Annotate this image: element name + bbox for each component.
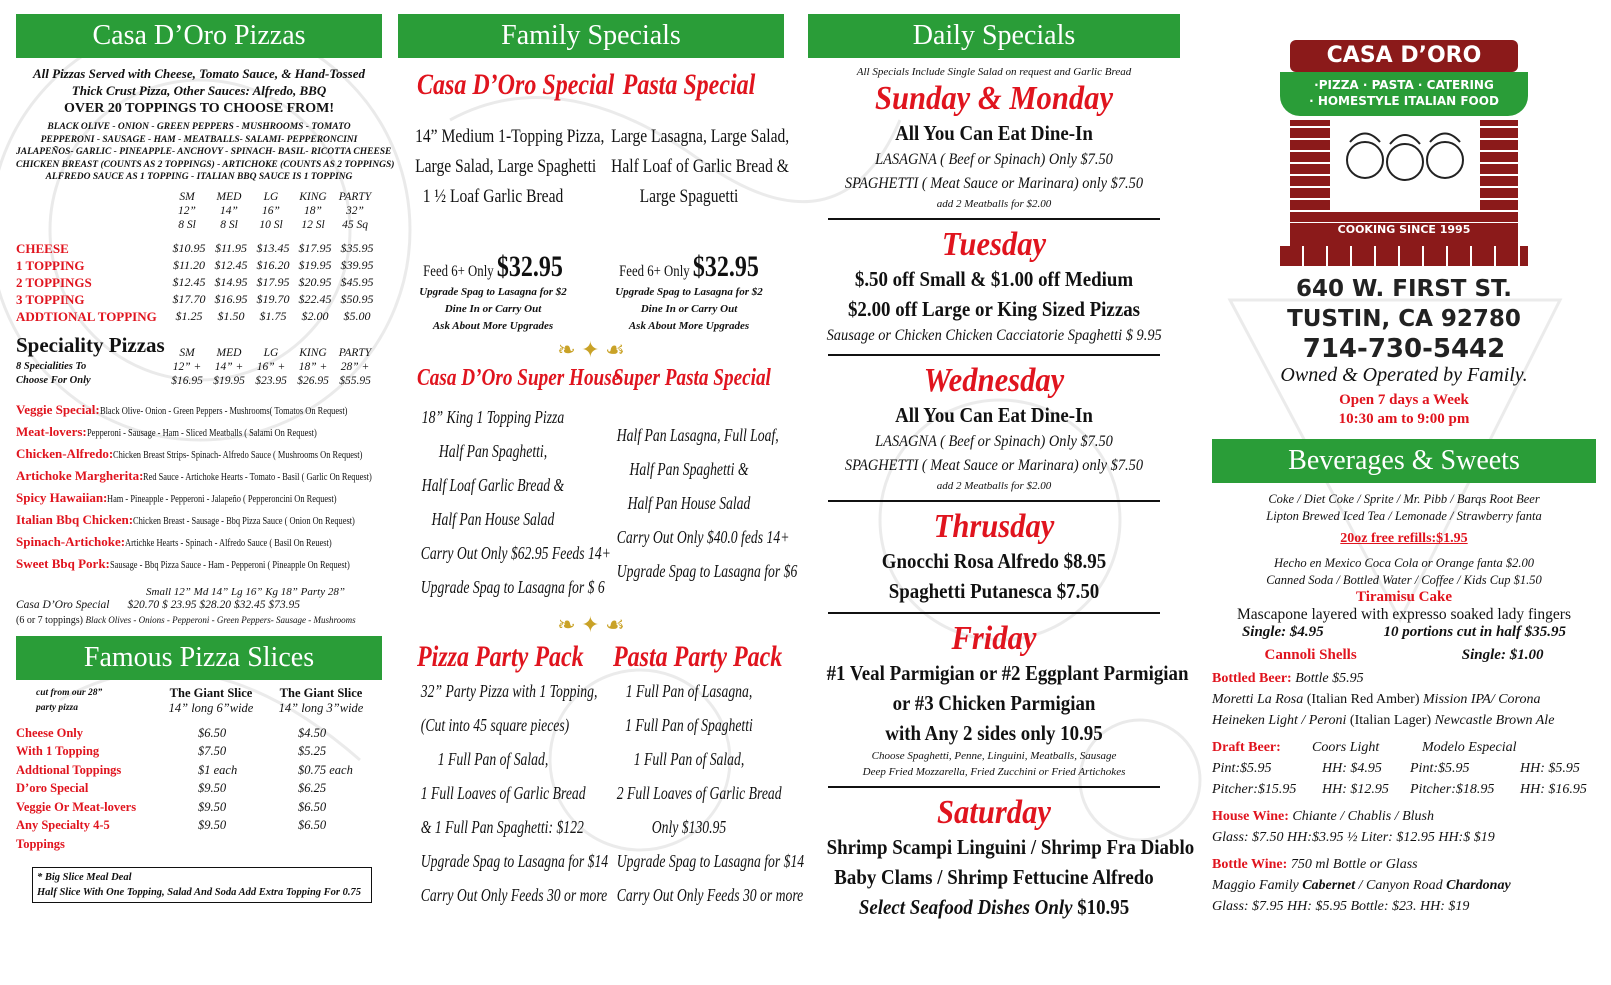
daily-line: with Any 2 sides only 10.95	[885, 721, 1103, 745]
wine-type: Chardonay	[1446, 878, 1511, 893]
size-inch: 16”	[262, 204, 280, 217]
beverage-line: Coke / Diet Coke / Sprite / Mr. Pibb / Barqs Root Beer	[1268, 492, 1540, 506]
slice-label: D’oro Special	[16, 781, 89, 795]
special-line: Upgrade Spag to Lasagna for $14	[420, 851, 609, 871]
cds-desc: Black Olives - Onions - Pepperoni - Green Peppers- Sausage - Mushrooms	[85, 614, 356, 625]
phone-number: 714-730-5442	[1302, 334, 1506, 364]
specialty-name: Artichoke Margherita:	[16, 467, 144, 483]
daily-line: Spaghetti Putanesca $7.50	[888, 579, 1100, 603]
spec-size-name: KING	[299, 346, 327, 359]
slice-price: $4.50	[298, 725, 327, 740]
pizza-sizes	[16, 190, 382, 232]
slice-price: $0.75 each	[298, 762, 353, 777]
specialty-desc: Artichke Hearts - Spinach - Alfredo Sauce ( Basil On Reuest)	[125, 537, 332, 549]
special-line: 1 ½ Loaf Garlic Bread	[422, 186, 564, 207]
daily-line: SPAGHETTI ( Meat Sauce or Marinara) only $7.50	[844, 175, 1144, 192]
price-cell: $12.45	[172, 274, 206, 289]
spec-size-name: LG	[263, 346, 279, 359]
size-slices: 45 Sq	[342, 218, 368, 231]
special-line: 1 Full Pan of Spaghetti	[625, 715, 753, 735]
divider	[828, 612, 1160, 614]
spec-price: $55.95	[339, 374, 371, 387]
size-inch: 12”	[178, 204, 196, 217]
beverage-line: Hecho en Mexico Coca Cola or Orange fanta $2.00	[1273, 556, 1535, 570]
price-cell: $17.95	[256, 274, 290, 289]
specialty-item	[16, 488, 382, 510]
specialty-name: Spinach-Artichoke:	[16, 533, 126, 549]
speciality-title: Speciality Pizzas	[16, 332, 165, 357]
divider	[828, 218, 1160, 220]
cannoli-price: Single: $1.00	[1461, 647, 1544, 663]
special-line: Half Pan Spaghetti &	[629, 459, 749, 479]
daily-line: Gnocchi Rosa Alfredo $8.95	[881, 549, 1107, 573]
price-cell: $1.75	[259, 308, 287, 323]
speciality-sizes	[16, 346, 382, 388]
price-cell: $35.95	[340, 240, 374, 255]
upgrade-line: Dine In or Carry Out	[444, 303, 542, 315]
spec-size-inch: 16” +	[256, 360, 286, 373]
bottle-wine-label: Bottle Wine:	[1212, 857, 1288, 872]
spec-price: $23.95	[255, 374, 287, 387]
special-line: Large Salad, Large Spaghetti	[415, 156, 597, 177]
specialty-item	[16, 532, 382, 554]
special-title: Pizza Party Pack	[417, 640, 584, 673]
price-cell: $16.20	[256, 257, 290, 272]
pizzas-column	[16, 14, 395, 979]
deal-title: * Big Slice Meal Deal	[37, 872, 132, 883]
slice-price: $9.50	[198, 781, 227, 795]
slice-table	[16, 724, 382, 854]
special-line: Half Pan Spaghetti,	[438, 441, 548, 461]
spec-size-name: SM	[179, 346, 195, 359]
daily-line: SPAGHETTI ( Meat Sauce or Marinara) only $7.50	[844, 457, 1144, 474]
draft-name: Coors Light	[1312, 740, 1380, 755]
casa-doro-special	[398, 68, 615, 335]
size-slices: 8 Sl	[220, 218, 238, 231]
upgrade-line: Upgrade Spag to Lasagna for $2	[615, 286, 763, 298]
slice-price: $6.50	[198, 725, 227, 740]
specialty-name: Meat-lovers:	[16, 423, 87, 439]
specialty-name: Spicy Hawaiian:	[16, 489, 108, 505]
cds-sizes: Small 12” Md 14” Lg 16” Kg 18” Party 28”	[146, 585, 345, 598]
price-cell: $45.95	[340, 274, 374, 289]
daily-note: All Specials Include Single Salad on request and Garlic Bread	[856, 66, 1132, 78]
spec-size-name: PARTY	[338, 346, 372, 359]
draft-name: Modelo Especial	[1422, 740, 1517, 755]
upgrade-line: Upgrade Spag to Lasagna for $2	[419, 286, 567, 298]
feed-label: Feed 6+ Only	[619, 263, 690, 280]
pizzas-intro-2: Thick Crust Pizza, Other Sauces: Alfredo, BBQ	[71, 83, 327, 98]
draft-price: Pint:$5.95	[1212, 761, 1272, 776]
size-slices: 8 Sl	[178, 218, 196, 231]
special-line: Half Loaf of Garlic Bread &	[611, 156, 789, 177]
special-price: $32.95	[692, 250, 759, 283]
beer-name: Mission IPA/ Corona	[1423, 692, 1541, 707]
slice-label: Veggie Or Meat-lovers	[16, 799, 137, 814]
specialty-desc: Sausage - Bbq Pizza Sauce - Ham - Pepperoni ( Pineapple On Request)	[109, 559, 350, 571]
price-cell: $16.95	[214, 291, 248, 306]
daily-line: LASAGNA ( Beef or Spinach) Only $7.50	[875, 151, 1113, 168]
toppings-line: PEPPERONI - SAUSAGE - HAM - MEATBALLS- SALAMI- PEPPERONCINI	[40, 134, 358, 145]
daily-line: $.50 off Small & $1.00 off Medium	[854, 267, 1134, 291]
special-line: Only $130.95	[651, 817, 727, 837]
special-price: $32.95	[496, 250, 563, 283]
daily-line: Select Seafood Dishes Only	[858, 895, 1073, 919]
super-house-special	[398, 365, 621, 604]
beer-type: (Italian Red Amber)	[1306, 692, 1420, 707]
specialty-list	[16, 400, 382, 576]
deal-desc: Half Slice With One Topping, Salad And Soda Add Extra Topping For 0.75	[37, 887, 362, 898]
price-cell: $2.00	[301, 308, 329, 323]
spec-size-inch: 14” +	[214, 360, 244, 373]
specialty-item	[16, 444, 382, 466]
slice-price: $5.25	[298, 744, 327, 758]
daily-line: Shrimp Scampi Linguini / Shrimp Fra Diablo	[826, 835, 1195, 859]
special-line: Carry Out Only $62.95 Feeds 14+	[420, 543, 611, 563]
draft-price: Pitcher:$18.95	[1410, 782, 1495, 797]
price-cell: $11.95	[214, 240, 248, 255]
bottled-beer-label: Bottled Beer:	[1212, 671, 1292, 686]
tiramisu-portions: 10 portions cut in half $35.95	[1383, 624, 1567, 640]
daily-line: Choose Spaghetti, Penne, Linguini, Meatballs, Sausage	[871, 750, 1117, 762]
cds-label: Casa D’Oro Special	[16, 598, 110, 611]
slice-price: $1 each	[198, 762, 238, 777]
specialty-name: Chicken-Alfredo:	[16, 445, 114, 461]
pizzas-header: Casa D’Oro Pizzas	[16, 14, 382, 58]
price-cell: $20.95	[298, 274, 332, 289]
beer-type: (Italian Lager)	[1349, 713, 1432, 728]
special-line: 1 Full Pan of Salad,	[437, 749, 549, 769]
house-wine-prices: Glass: $7.50 HH:$3.95 ½ Liter: $12.95 HH:$ $19	[1212, 830, 1495, 845]
house-wine-label: House Wine:	[1212, 809, 1289, 824]
logo-since: COOKING SINCE 1995	[1290, 223, 1518, 236]
specialty-desc: Red Sauce - Artichoke Hearts - Tomato - Basil ( Garlic On Request)	[143, 471, 373, 483]
special-line: Half Loaf Garlic Bread &	[421, 475, 565, 495]
slice-price: $6.50	[298, 799, 327, 814]
daily-line: Sausage or Chicken Chicken Cacciatorie Spaghetti $ 9.95	[826, 327, 1162, 344]
size-name: SM	[179, 190, 195, 203]
special-line: Half Pan House Salad	[431, 509, 555, 529]
toppings-heading: OVER 20 TOPPINGS TO CHOOSE FROM!	[63, 101, 335, 116]
specialty-desc: Chicken Breast Strips- Spinach- Alfredo Sauce ( Mushrooms On Request)	[113, 449, 363, 461]
special-line: Carry Out Only Feeds 30 or more	[420, 885, 608, 905]
daily-line: #1 Veal Parmigian or #2 Eggplant Parmigian	[826, 661, 1189, 685]
price-cell: $22.45	[298, 291, 332, 306]
specialty-desc: Chicken Breast - Sausage - Bbq Pizza Sauce ( Onion On Request)	[133, 515, 355, 527]
daily-line: add 2 Meatballs for $2.00	[936, 198, 1052, 210]
beer-name: Heineken Light / Peroni	[1212, 713, 1347, 728]
bottle-wine-desc: 750 ml Bottle or Glass	[1290, 857, 1418, 872]
size-slices: 10 Sl	[259, 218, 283, 231]
pasta-special	[594, 68, 790, 335]
special-line: 18” King 1 Topping Pizza	[421, 407, 565, 427]
spec-price: $16.95	[171, 374, 203, 387]
price-cell: $1.50	[217, 308, 245, 323]
special-line: Upgrade Spag to Lasagna for $6	[616, 561, 798, 581]
specialty-item	[16, 510, 382, 532]
wine-brand: Maggio Family	[1212, 878, 1299, 893]
daily-header: Daily Specials	[808, 14, 1180, 58]
draft-price: HH: $16.95	[1520, 782, 1587, 797]
daily-line: LASAGNA ( Beef or Spinach) Only $7.50	[875, 433, 1113, 450]
slice-label: Any Specialty 4-5 Toppings	[16, 818, 110, 851]
spec-price: $26.95	[297, 374, 329, 387]
price-cell: $1.25	[175, 308, 203, 323]
owned-text: Owned & Operated by Family.	[1280, 364, 1528, 386]
daily-line: Baby Clams / Shrimp Fettucine Alfredo	[834, 865, 1154, 889]
price-cell: $12.45	[214, 257, 248, 272]
price-cell: $14.95	[214, 274, 248, 289]
price-row-label: 2 TOPPINGS	[16, 274, 92, 290]
slice-price: $6.50	[298, 818, 327, 832]
pasta-party-pack	[594, 640, 805, 912]
daily-line: add 2 Meatballs for $2.00	[936, 480, 1052, 492]
refill-price: 20oz free refills:$1.95	[1340, 531, 1468, 546]
size-name: LG	[263, 190, 279, 203]
slice-label: Cheese Only	[16, 725, 84, 740]
beer-name: Newcastle Brown Ale	[1434, 713, 1555, 728]
divider	[828, 354, 1160, 356]
specialty-name: Veggie Special:	[16, 401, 100, 417]
special-line: Large Lasagna, Large Salad,	[611, 126, 790, 147]
logo-name: CASA D’ORO	[1290, 40, 1518, 72]
upgrade-line: Dine In or Carry Out	[640, 303, 738, 315]
specialty-name: Italian Bbq Chicken:	[16, 511, 134, 527]
spec-price: $19.95	[213, 374, 245, 387]
price-cell: $11.20	[172, 257, 206, 272]
price-row-label: 1 TOPPING	[16, 257, 85, 273]
slice-price: $9.50	[198, 799, 227, 814]
draft-beer-label: Draft Beer:	[1212, 740, 1281, 755]
price-row-label: ADDTIONAL TOPPING	[16, 308, 157, 324]
tiramisu-desc: Mascapone layered with expresso soaked lady fingers	[1237, 606, 1571, 623]
toppings-list	[16, 121, 395, 184]
day-tuesday: Tuesday	[941, 226, 1047, 263]
price-cell: $10.95	[172, 240, 206, 255]
special-line: Half Pan Lasagna, Full Loaf,	[616, 425, 779, 445]
specialty-desc: Ham - Pineapple - Pepperoni - Jalapeño ( Pepperoncini On Request)	[107, 493, 337, 505]
spec-size-inch: 12” +	[172, 360, 202, 373]
daily-line: All You Can Eat Dine-In	[895, 121, 1093, 145]
super-pasta-special	[594, 365, 798, 604]
ornament-divider-icon: ❧ ✦ ☙	[557, 337, 625, 362]
upgrade-line: Ask About More Upgrades	[432, 320, 554, 332]
size-name: KING	[299, 190, 327, 203]
info-column	[1212, 14, 1596, 979]
price-table	[16, 240, 382, 325]
specialty-item	[16, 554, 382, 576]
special-title: Casa D’Oro Special	[417, 68, 615, 101]
special-line: 1 Full Pan of Lasagna,	[625, 681, 753, 701]
chefs-icon	[1290, 120, 1518, 210]
spec-size-name: MED	[216, 346, 242, 359]
price-row-label: 3 TOPPING	[16, 291, 85, 307]
size-slices: 12 Sl	[301, 218, 325, 231]
special-line: 1 Full Pan of Salad,	[633, 749, 745, 769]
slice-head-size: 14” long 6”wide	[168, 700, 254, 715]
toppings-line: ALFREDO SAUCE AS 1 TOPPING - ITALIAN BBQ SAUCE IS 1 TOPPING	[45, 172, 353, 182]
special-line: Half Pan House Salad	[627, 493, 751, 513]
price-cell: $19.70	[256, 291, 290, 306]
daily-price: $10.95	[1077, 895, 1130, 919]
special-line: Upgrade Spag to Lasagna for $14	[616, 851, 805, 871]
special-title: Pasta Party Pack	[613, 640, 783, 673]
special-line: 14” Medium 1-Topping Pizza,	[415, 126, 605, 147]
specialty-item	[16, 422, 382, 444]
price-cell: $50.95	[340, 291, 374, 306]
divider	[828, 786, 1160, 788]
spec-note: Choose For Only	[16, 374, 91, 386]
price-cell: $17.70	[172, 291, 206, 306]
daily-line: Deep Fried Mozzarella, Fried Zucchini or Fried Artichokes	[862, 766, 1126, 778]
price-cell: $19.95	[298, 257, 332, 272]
toppings-line: JALAPEÑOS- GARLIC - PINEAPPLE- ANCHOVY - SPINACH- BASIL- RICOTTA CHEESE	[16, 147, 392, 157]
price-cell: $39.95	[340, 257, 374, 272]
size-inch: 32”	[346, 204, 364, 217]
draft-price: HH: $4.95	[1322, 761, 1382, 776]
specialty-name: Sweet Bbq Pork:	[16, 555, 110, 571]
pizza-party-pack	[398, 640, 609, 912]
special-line: (Cut into 45 square pieces)	[420, 715, 570, 735]
slice-head-size: 14” long 3”wide	[278, 700, 364, 715]
family-column	[398, 14, 805, 979]
special-line: Carry Out Only Feeds 30 or more	[616, 885, 804, 905]
cds-toppings: (6 or 7 toppings)	[16, 614, 83, 626]
beverages-header: Beverages & Sweets	[1212, 439, 1596, 483]
feed-label: Feed 6+ Only	[423, 263, 494, 280]
ornament-divider-icon: ❧ ✦ ☙	[557, 612, 625, 637]
size-inch: 14”	[220, 204, 238, 217]
logo-tagline: ·PIZZA · PASTA · CATERING	[1314, 78, 1494, 92]
slice-label: With 1 Topping	[16, 744, 100, 758]
special-title: Super Pasta Special	[613, 365, 771, 391]
slice-head: The Giant Slice	[169, 685, 253, 700]
slice-head: The Giant Slice	[279, 685, 363, 700]
special-line: 32” Party Pizza with 1 Topping,	[420, 681, 598, 701]
daily-line: All You Can Eat Dine-In	[895, 403, 1093, 427]
slice-price: $6.25	[298, 781, 327, 795]
size-name: MED	[216, 190, 242, 203]
special-title: Casa D’Oro Super House	[417, 365, 621, 391]
day-saturday: Saturday	[937, 794, 1051, 831]
spec-size-inch: 28” +	[340, 360, 370, 373]
specialty-item	[16, 466, 382, 488]
size-name: PARTY	[338, 190, 372, 203]
wine-brand: / Canyon Road	[1358, 878, 1443, 893]
beverage-line: Lipton Brewed Iced Tea / Lemonade / Strawberry fanta	[1266, 509, 1542, 523]
day-wednesday: Wednesday	[923, 362, 1065, 399]
specialty-desc: Black Olive- Onion - Green Peppers - Mushrooms( Tomatos On Request)	[99, 405, 348, 417]
specialty-desc: Pepperoni - Sausage - Ham - Sliced Meatballs ( Salami On Request)	[86, 427, 317, 439]
cannoli-title: Cannoli Shells	[1264, 647, 1357, 663]
slices-note: cut from our 28” party pizza	[36, 687, 103, 713]
price-cell: $5.00	[343, 308, 371, 323]
daily-line: $2.00 off Large or King Sized Pizzas	[847, 297, 1141, 321]
slice-price: $7.50	[198, 744, 227, 758]
address-line-2: TUSTIN, CA 92780	[1287, 306, 1521, 332]
daily-column	[808, 14, 1195, 979]
restaurant-logo	[1280, 40, 1528, 266]
special-line: 2 Full Loaves of Garlic Bread	[616, 783, 782, 803]
tiramisu-single: Single: $4.95	[1241, 624, 1324, 640]
slice-meal-deal	[32, 867, 372, 903]
specialty-item	[16, 400, 382, 422]
toppings-line: CHICKEN BREAST (COUNTS AS 2 TOPPINGS) - ARTICHOKE (COUNTS AS 2 TOPPINGS)	[16, 159, 395, 170]
special-line: & 1 Full Pan Spaghetti: $122	[420, 817, 584, 837]
family-header: Family Specials	[398, 14, 784, 58]
cds-prices: $20.70 $ 23.95 $28.20 $32.45 $73.95	[127, 598, 300, 611]
pizzas-intro-1: All Pizzas Served with Cheese, Tomato Sauce, & Hand-Tossed	[32, 66, 365, 81]
slices-header: Famous Pizza Slices	[16, 636, 382, 680]
size-inch: 18”	[304, 204, 322, 217]
slice-price: $9.50	[198, 818, 227, 832]
day-friday: Friday	[951, 620, 1037, 657]
special-title: Pasta Special	[622, 68, 756, 101]
draft-price: Pint:$5.95	[1410, 761, 1470, 776]
special-line: Large Spaguetti	[639, 186, 739, 207]
draft-price: HH: $12.95	[1322, 782, 1389, 797]
slice-label: Addtional Toppings	[16, 762, 122, 777]
price-cell: $17.95	[298, 240, 332, 255]
logo-tagline: · HOMESTYLE ITALIAN FOOD	[1309, 94, 1499, 108]
price-row-label: CHEESE	[16, 240, 69, 256]
beer-name: Moretti La Rosa	[1212, 692, 1304, 707]
toppings-line: BLACK OLIVE - ONION - GREEN PEPPERS - MUSHROOMS - TOMATO	[47, 122, 351, 132]
hours-days: Open 7 days a Week	[1339, 392, 1469, 408]
special-line: Upgrade Spag to Lasagna for $ 6	[420, 577, 605, 597]
beverage-line: Canned Soda / Bottled Water / Coffee / Kids Cup $1.50	[1266, 573, 1542, 587]
daily-line: or #3 Chicken Parmigian	[892, 691, 1096, 715]
spec-size-inch: 18” +	[298, 360, 328, 373]
bottle-wine-prices: Glass: $7.95 HH: $5.95 Bottle: $23. HH: $19	[1212, 899, 1470, 914]
draft-price: HH: $5.95	[1520, 761, 1580, 776]
upgrade-line: Ask About More Upgrades	[628, 320, 750, 332]
draft-price: Pitcher:$15.95	[1212, 782, 1297, 797]
special-line: Carry Out Only $40.0 feds 14+	[616, 527, 790, 547]
day-sunday-monday: Sunday & Monday	[874, 80, 1114, 117]
spec-note: 8 Specialities To	[16, 360, 87, 372]
wine-type: Cabernet	[1302, 878, 1356, 893]
bottled-beer-price: Bottle $5.95	[1295, 671, 1364, 686]
house-wine-types: Chiante / Chablis / Blush	[1292, 809, 1434, 824]
hours-time: 10:30 am to 9:00 pm	[1338, 411, 1470, 427]
day-thursday: Thrusday	[933, 508, 1055, 545]
address-line-1: 640 W. FIRST ST.	[1296, 276, 1512, 302]
tiramisu-title: Tiramisu Cake	[1356, 589, 1452, 605]
divider	[828, 500, 1160, 502]
price-cell: $13.45	[256, 240, 290, 255]
special-line: 1 Full Loaves of Garlic Bread	[420, 783, 586, 803]
